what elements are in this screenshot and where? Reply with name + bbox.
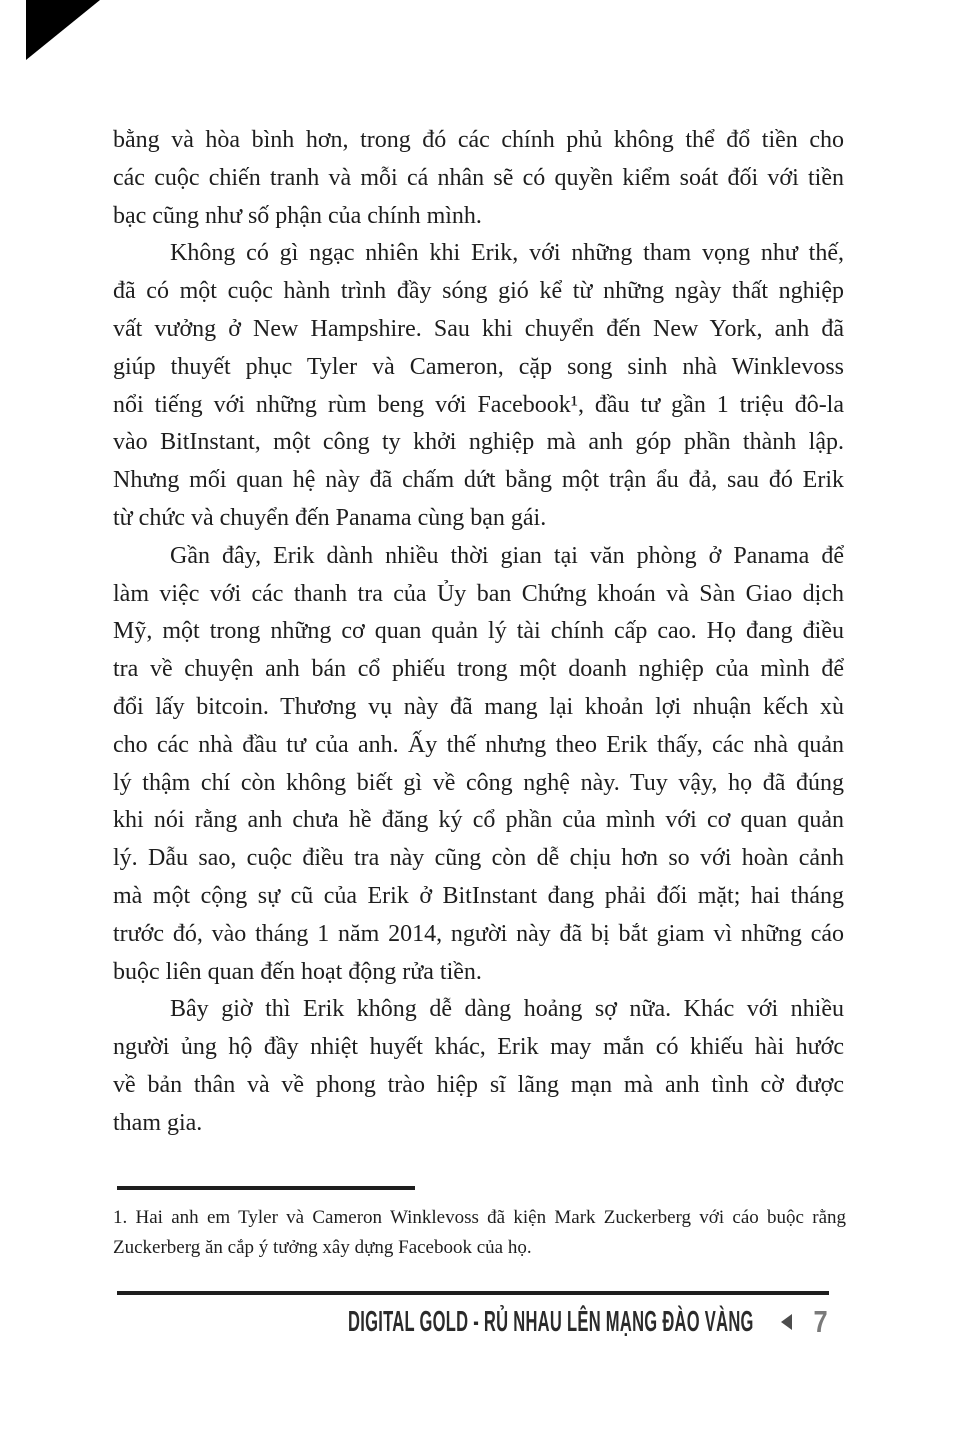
text-line: về bản thân và về phong trào hiệp sĩ lãng mạn mà anh tình cờ được [113,1071,844,1098]
text-line: đã có một cuộc hành trình đầy sóng gió kể từ những ngày thất nghiệp [113,278,844,305]
text-line: trước đó, vào tháng 1 năm 2014, người này đã bị bắt giam vì những cáo [113,920,844,947]
text-line: lý thậm chí còn không biết gì về công nghệ này. Tuy vậy, họ đã đúng [113,769,844,796]
text-line: Không có gì ngạc nhiên khi Erik, với những tham vọng như thế, [170,240,844,267]
footnote-divider [117,1186,415,1190]
text-line: khi nói rằng anh chưa hề đăng ký cổ phần của mình với cơ quan quản [113,807,844,834]
paragraph [113,235,844,537]
text-line: tra về chuyện anh bán cổ phiếu trong một doanh nghiệp của mình để [113,656,844,683]
text-line: vào BitInstant, một công ty khởi nghiệp mà anh góp phần thành lập. [113,429,844,456]
text-line: mà một cộng sự cũ của Erik ở BitInstant đang phải đối mặt; hai tháng [113,882,844,909]
text-line: Mỹ, một trong những cơ quan quản lý tài chính cấp cao. Họ đang điều [113,618,844,645]
footnote [113,1203,846,1263]
text-line: làm việc với các thanh tra của Ủy ban Chứng khoán và Sàn Giao dịch [113,580,844,607]
text-line: cho các nhà đầu tư của anh. Ấy thế nhưng theo Erik thấy, các nhà quản [113,731,844,758]
text-line: bạc cũng như số phận của chính mình. [113,202,482,229]
text-line: nổi tiếng với những rùm beng với Facebook¹, đầu tư gần 1 triệu đô-la [113,391,844,418]
page-corner-mark [26,0,100,60]
body-text [113,122,844,1143]
page-number: 7 [813,1304,828,1339]
text-line: bằng và hòa bình hơn, trong đó các chính phủ không thể đổ tiền cho [113,127,844,153]
text-line: Nhưng mối quan hệ này đã chấm dứt bằng một trận ẩu đả, sau đó Erik [113,467,844,494]
text-line: giúp thuyết phục Tyler và Cameron, cặp song sinh nhà Winklevoss [113,353,844,380]
paragraph [113,991,844,1142]
paragraph [113,538,844,992]
left-triangle-icon [781,1314,792,1330]
text-line: Gần đây, Erik dành nhiều thời gian tại văn phòng ở Panama để [170,542,844,569]
footer-divider [117,1291,829,1295]
text-line: từ chức và chuyển đến Panama cùng bạn gái. [113,504,547,531]
text-line: vất vưởng ở New Hampshire. Sau khi chuyển đến New York, anh đã [113,315,844,342]
text-line: Bây giờ thì Erik không dễ dàng hoảng sợ nữa. Khác với nhiều [170,996,844,1023]
running-title: DIGITAL GOLD - RỦ NHAU LÊN MẠNG ĐÀO VÀNG [348,1305,754,1338]
text-line: người ủng hộ đầy nhiệt huyết khác, Erik may mắn có khiếu hài hước [113,1034,844,1061]
paragraph [113,122,844,235]
text-line: lý. Dẫu sao, cuộc điều tra này cũng còn dễ chịu hơn so với hoàn cảnh [113,845,844,872]
text-line: 1. Hai anh em Tyler và Cameron Winklevoss đã kiện Mark Zuckerberg với cáo buộc rằng [113,1207,846,1228]
page-footer [42,1303,829,1341]
text-line: các cuộc chiến tranh và mỗi cá nhân sẽ có quyền kiểm soát đối với tiền [113,164,844,191]
text-line: Zuckerberg ăn cắp ý tưởng xây dựng Facebook của họ. [113,1237,532,1258]
text-line: buộc liên quan đến hoạt động rửa tiền. [113,958,482,985]
text-line: tham gia. [113,1109,203,1136]
text-line: đổi lấy bitcoin. Thương vụ này đã mang lại khoản lợi nhuận kếch xù [113,693,844,720]
